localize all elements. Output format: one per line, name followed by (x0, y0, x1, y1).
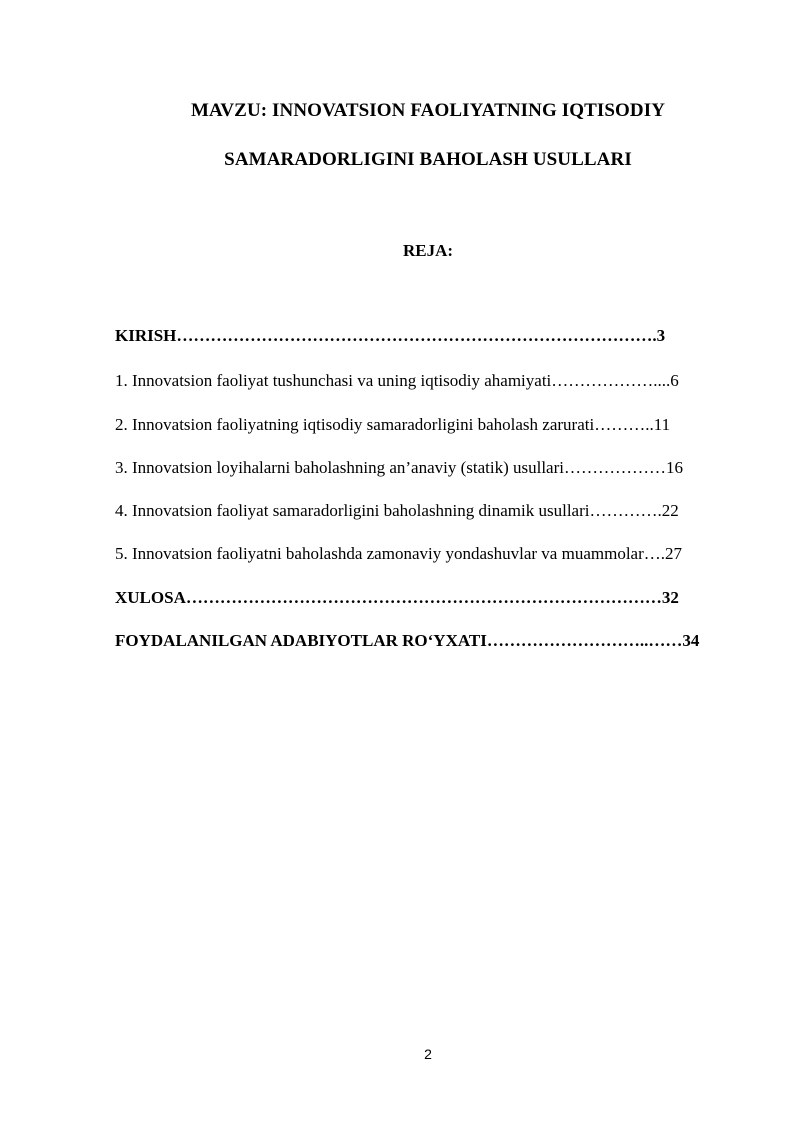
toc-entry-chapter-4: 4. Innovatsion faoliyat samaradorligini baholashning dinamik usullari………….22 (115, 501, 679, 520)
page-number: 2 (424, 1046, 432, 1062)
toc-entry-chapter-5: 5. Innovatsion faoliyatni baholashda zamonaviy yondashuvlar va muammolar….27 (115, 544, 683, 563)
document-title-line-2: SAMARADORLIGINI BAHOLASH USULLARI (224, 149, 632, 170)
plan-heading: REJA: (402, 241, 454, 260)
document-title-line-1: MAVZU: INNOVATSION FAOLIYATNING IQTISODIY (190, 100, 666, 121)
toc-entry-introduction: KIRISH………………………………………………………………………….3 (115, 326, 666, 345)
toc-entry-chapter-2: 2. Innovatsion faoliyatning iqtisodiy samaradorligini baholash zarurati………..11 (115, 415, 671, 434)
toc-entry-references: FOYDALANILGAN ADABIYOTLAR RO‘YXATI………………………..……34 (115, 631, 700, 650)
toc-entry-chapter-1: 1. Innovatsion faoliyat tushunchasi va uning iqtisodiy ahamiyati………………....6 (115, 371, 679, 390)
toc-entry-chapter-3: 3. Innovatsion loyihalarni baholashning an’anaviy (statik) usullari………………16 (115, 458, 683, 477)
toc-entry-conclusion: XULOSA…………………………………………………………………………32 (115, 588, 679, 607)
